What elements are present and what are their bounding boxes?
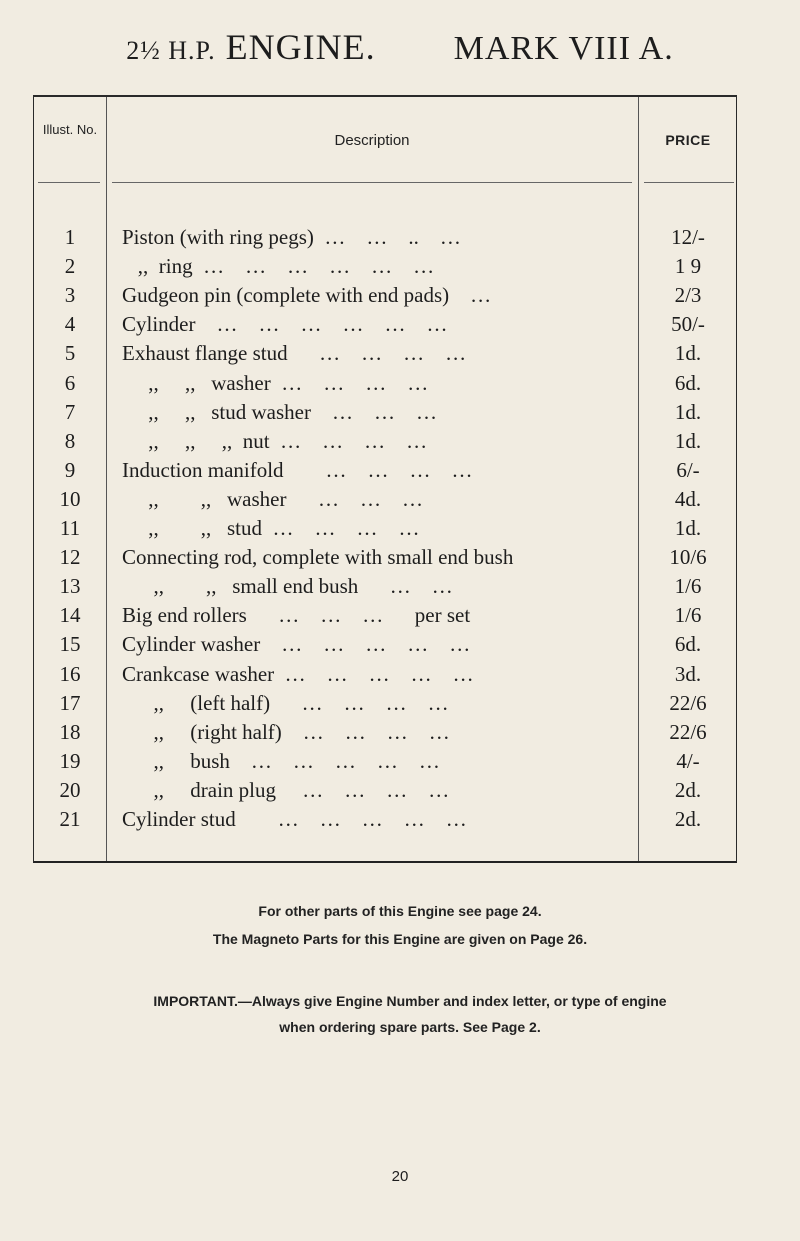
header-description: Description	[334, 132, 410, 149]
illust-no-cell: 7	[64, 399, 76, 424]
description-cell: ,, ring … … … … … …	[122, 254, 435, 279]
price-cell: 2d.	[674, 777, 702, 802]
table-row	[34, 283, 738, 312]
price-cell: 1/6	[674, 603, 702, 628]
illust-no-cell: 9	[64, 457, 76, 482]
table-row	[34, 371, 738, 400]
description-cell: ,, ,, stud washer … … …	[122, 399, 437, 424]
description-cell: Cylinder … … … … … …	[122, 312, 448, 337]
description-cell: Connecting rod, complete with small end bush	[122, 545, 514, 570]
price-cell: 2d.	[674, 807, 702, 831]
illust-no-cell: 10	[59, 486, 81, 511]
illust-no-cell: 4	[64, 312, 76, 337]
description-cell: ,, drain plug … … … …	[122, 777, 450, 802]
header-price: PRICE	[665, 132, 711, 148]
description-cell: ,, ,, washer … … …	[122, 486, 423, 511]
page-number: 20	[391, 1168, 409, 1185]
table-row	[34, 487, 738, 516]
price-cell: 4/-	[676, 748, 700, 773]
table-row	[34, 429, 738, 458]
illust-no-cell: 17	[59, 690, 81, 715]
footer-note-2: The Magneto Parts for this Engine are given on Page 26.	[212, 931, 588, 947]
description-cell: ,, ,, ,, nut … … … …	[122, 428, 428, 453]
description-cell: ,, bush … … … … …	[122, 748, 440, 773]
table-row	[34, 225, 738, 254]
table-row	[34, 778, 738, 807]
description-cell: ,, (left half) … … … …	[122, 690, 449, 715]
table-row	[34, 574, 738, 603]
page-title	[0, 26, 800, 68]
description-cell: Big end rollers … … … per set	[122, 603, 471, 628]
illust-no-cell: 11	[59, 516, 81, 540]
price-cell: 6d.	[674, 370, 702, 395]
description-cell: Induction manifold … … … …	[122, 457, 473, 482]
table-row	[34, 662, 738, 691]
header-rule	[38, 182, 100, 183]
price-cell: 1/6	[674, 574, 702, 599]
description-cell: Piston (with ring pegs) … … .. …	[122, 225, 461, 249]
price-cell: 22/6	[669, 690, 707, 715]
important-note	[40, 988, 780, 1040]
illust-no-cell: 6	[64, 370, 76, 395]
price-cell: 1d.	[674, 516, 702, 540]
illust-no-cell: 12	[59, 545, 81, 570]
price-cell: 3d.	[674, 661, 702, 686]
description-cell: Gudgeon pin (complete with end pads) …	[122, 283, 492, 308]
table-row	[34, 632, 738, 661]
table-row	[34, 254, 738, 283]
table-row	[34, 749, 738, 778]
price-cell: 1 9	[674, 254, 702, 279]
table-row	[34, 516, 738, 545]
table-row	[34, 545, 738, 574]
price-cell: 1d.	[674, 399, 702, 424]
price-cell: 4d.	[674, 486, 702, 511]
header-rule	[112, 182, 632, 183]
illust-no-cell: 1	[64, 225, 76, 249]
price-cell: 6d.	[674, 632, 702, 657]
price-cell: 1d.	[674, 428, 702, 453]
illust-no-cell: 5	[64, 341, 76, 366]
illust-no-cell: 3	[64, 283, 76, 308]
table-row	[34, 400, 738, 429]
table-row	[34, 312, 738, 341]
price-cell: 6/-	[676, 457, 700, 482]
header-rule	[644, 182, 734, 183]
price-cell: 1d.	[674, 341, 702, 366]
price-cell: 50/-	[671, 312, 705, 337]
description-cell: Exhaust flange stud … … … …	[122, 341, 467, 366]
illust-no-cell: 20	[59, 777, 81, 802]
description-cell: ,, ,, small end bush … …	[122, 574, 453, 599]
description-cell: Cylinder washer … … … … …	[122, 632, 471, 657]
title-hp: 2½ H.P.	[126, 36, 216, 65]
illust-no-cell: 14	[59, 603, 81, 628]
illust-no-cell: 16	[59, 661, 81, 686]
table-row	[34, 807, 738, 836]
footer-note-1: For other parts of this Engine see page 24.	[258, 903, 542, 919]
description-cell: ,, ,, stud … … … …	[122, 516, 420, 540]
table-row	[34, 691, 738, 720]
table-row	[34, 341, 738, 370]
important-line-1: IMPORTANT.—Always give Engine Number and index letter, or type of engine	[153, 993, 667, 1009]
illust-no-cell: 18	[59, 719, 81, 744]
description-cell: Crankcase washer … … … … …	[122, 661, 474, 686]
price-cell: 22/6	[669, 719, 707, 744]
parts-table	[33, 95, 737, 863]
description-cell: ,, (right half) … … … …	[122, 719, 450, 744]
price-cell: 10/6	[669, 545, 707, 570]
illust-no-cell: 21	[59, 807, 81, 831]
title-mark: MARK VIII A.	[453, 30, 674, 67]
illust-no-cell: 2	[64, 254, 76, 279]
price-cell: 12/-	[671, 225, 705, 249]
title-engine: ENGINE.	[225, 27, 376, 67]
illust-no-cell: 15	[59, 632, 81, 657]
table-row	[34, 458, 738, 487]
important-line-2: when ordering spare parts. See Page 2.	[279, 1019, 541, 1035]
table-row	[34, 603, 738, 632]
illust-no-cell: 13	[59, 574, 81, 599]
description-cell: Cylinder stud … … … … …	[122, 807, 467, 831]
illust-no-cell: 8	[64, 428, 76, 453]
table-row	[34, 720, 738, 749]
price-cell: 2/3	[674, 283, 702, 308]
description-cell: ,, ,, washer … … … …	[122, 370, 429, 395]
header-illust-no: Illust. No.	[42, 122, 98, 137]
illust-no-cell: 19	[59, 748, 81, 773]
